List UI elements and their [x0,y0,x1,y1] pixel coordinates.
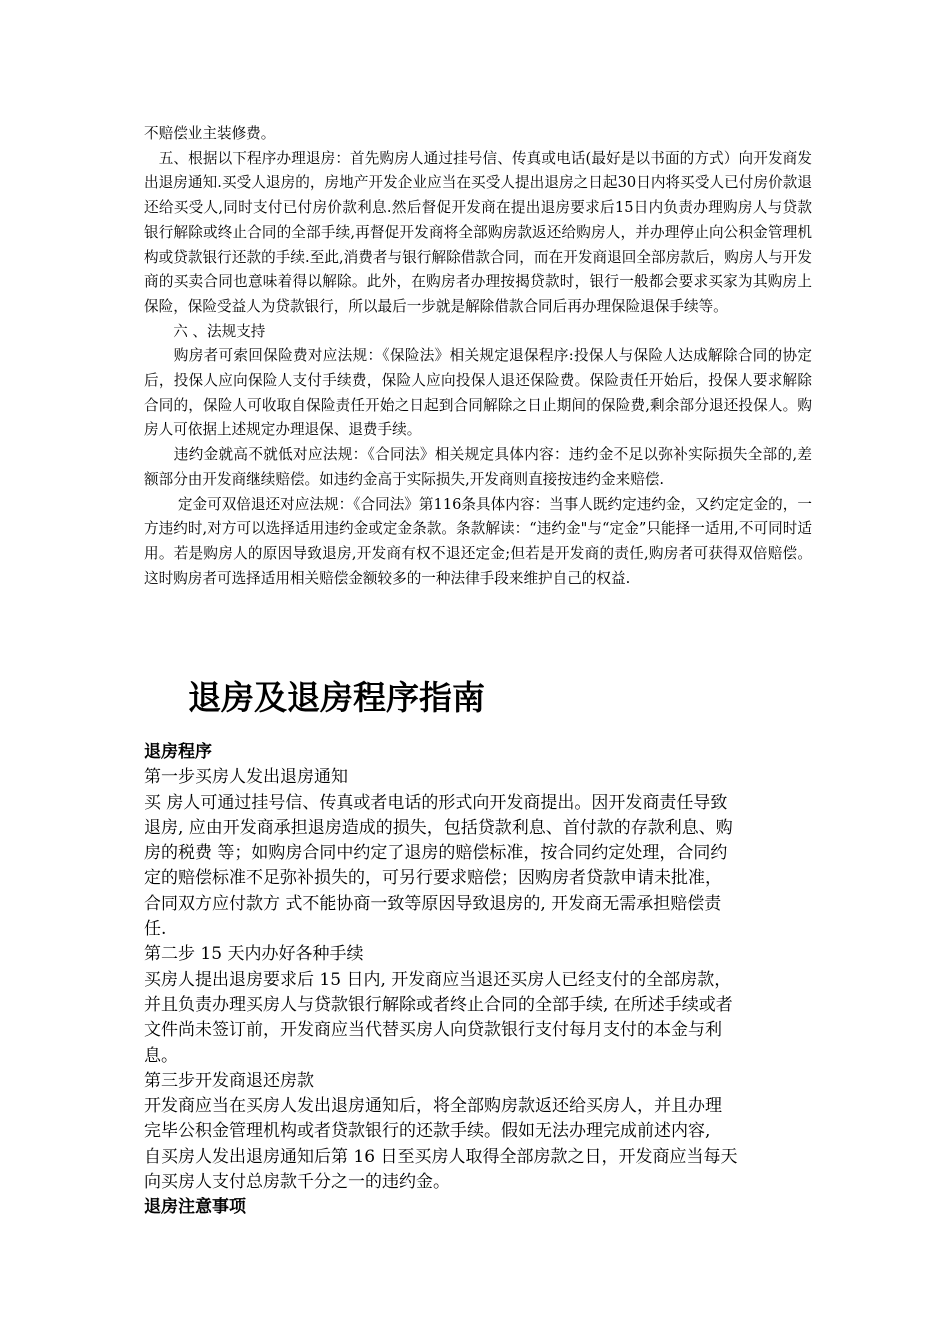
document-title: 退房及退房程序指南 [188,678,485,717]
text-line: 退房, 应由开发商承担退房造成的损失，包括贷款利息、首付款的存款利息、购 [144,817,733,838]
paragraph: 不赔偿业主装修费。 [144,125,276,142]
paragraph: 购房者可索回保险费对应法规：《保险法》相关规定退保程序:投保人与保险人达成解除合同的协定后，投保人应向保险人支付手续费，保险人应向投保人退还保险费。保险责任开始后，投保人要求解除合同的，保险人可收取自保险责任开始之日起到合同解除之日止期间的保险费,剩余部分退还投保人。购房人可依据上述规定办理退保、退费手续。 [144,347,812,439]
text-line: 房的税费 等；如购房合同中约定了退房的赔偿标准，按合同约定处理，合同约 [144,843,728,864]
text-line: 自买房人发出退房通知后第 16 日至买房人取得全部房款之日，开发商应当每天 [144,1146,738,1167]
section-heading: 退房程序 [144,742,212,762]
text-line: 买 房人可通过挂号信、传真或者电话的形式向开发商提出。因开发商责任导致 [144,792,728,813]
text-line: 第三步开发商退还房款 [144,1070,314,1091]
text-line: 任. [144,919,167,940]
paragraph: 六 、法规支持 [144,322,266,340]
text-line: 开发商应当在买房人发出退房通知后，将全部购房款返还给买房人，并且办理 [144,1096,722,1117]
text-line: 合同双方应付款方 式不能协商一致等原因导致退房的, 开发商无需承担赔偿责 [144,893,722,914]
text-line: 第二步 15 天内办好各种手续 [144,944,364,965]
section-heading: 退房注意事项 [144,1197,246,1218]
paragraph: 五、根据以下程序办理退房：首先购房人通过挂号信、传真或电话(最好是以书面的方式）向开发商发出退房通知.买受人退房的，房地产开发企业应当在买受人提出退房之日起30日内将买受人已付房价款退还给买受人,同时支付已付房价款利息.然后督促开发商在提出退房要求后15日内负责办理购房人与贷款银行解除或终止合同的全部手续,再督促开发商将全部购房款返还给购房人，并办理停止向公积金管理机构或贷款银行还款的手续.至此,消费者与银行解除借款合同，而在开发商退回全部房款后，购房人与开发商的买卖合同也意味着得以解除。此外，在购房者办理按揭贷款时，银行一般都会要求买家为其购房上保险，保险受益人为贷款银行，所以最后一步就是解除借款合同后再办理保险退保手续等。 [144,149,812,315]
text-line: 定的赔偿标准不足弥补损失的，可另行要求赔偿；因购房者贷款申请未批准， [144,868,722,889]
text-line: 买房人提出退房要求后 15 日内, 开发商应当退还买房人已经支付的全部房款， [144,969,732,990]
text-line: 息。 [144,1045,178,1066]
text-line: 向买房人支付总房款千分之一的违约金。 [144,1172,450,1193]
text-line: 第一步买房人发出退房通知 [144,767,348,788]
guide-section [144,740,814,1221]
continued-text-section [144,122,812,591]
text-line: 完毕公积金管理机构或者贷款银行的还款手续。假如无法办理完成前述内容, [144,1121,711,1142]
paragraph: 定金可双倍退还对应法规：《合同法》第116条具体内容：当事人既约定违约金，又约定定金的，一方违约时,对方可以选择适用违约金或定金条款。条款解读：“违约金"与“定金”只能择一适用,不可同时适用。若是购房人的原因导致退房,开发商有权不退还定金;但若是开发商的责任,购房者可获得双倍赔偿。这时购房者可选择适用相关赔偿金额较多的一种法律手段来维护自己的权益. [144,495,812,587]
text-line: 并且负责办理买房人与贷款银行解除或者终止合同的全部手续, 在所述手续或者 [144,994,733,1015]
paragraph: 违约金就高不就低对应法规：《合同法》相关规定具体内容：违约金不足以弥补实际损失全部的,差额部分由开发商继续赔偿。如违约金高于实际损失,开发商则直接按违约金来赔偿. [144,446,812,488]
text-line: 文件尚未签订前，开发商应当代替买房人向贷款银行支付每月支付的本金与利 [144,1020,722,1041]
